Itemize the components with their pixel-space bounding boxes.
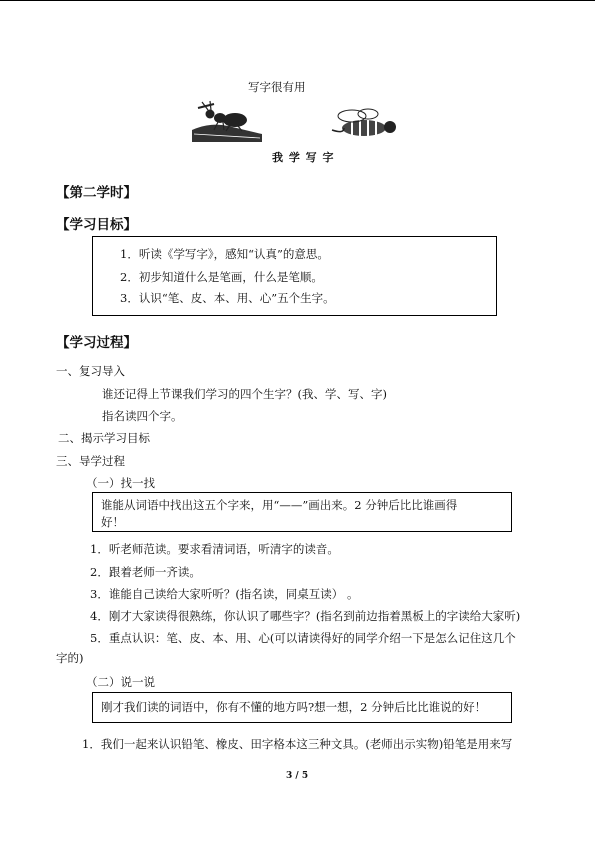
bee-illustration <box>330 108 402 140</box>
figure-caption: 我 学 写 字 <box>272 151 335 164</box>
subsection-find: （一）找一找 <box>86 476 155 490</box>
figure-title: 写字很有用 <box>248 80 306 94</box>
subsection-talk: （二）说一说 <box>86 675 155 689</box>
section-process: 【学习过程】 <box>56 335 137 351</box>
step-3: 3．谁能自己读给大家听听？(指名读，同桌互读） 。 <box>90 587 359 601</box>
process-review-question: 谁还记得上节课我们学习的四个生字？(我、学、写、字) <box>102 387 387 401</box>
page-top-rule <box>0 0 595 1</box>
step-2: 2．跟着老师一齐读。 <box>90 565 201 579</box>
section-objectives: 【学习目标】 <box>56 217 137 233</box>
step-5-line-2: 字的) <box>56 651 84 665</box>
page-number: 3 / 5 <box>286 771 309 781</box>
section-second-lesson: 【第二学时】 <box>56 185 137 201</box>
process-part-1: 一、复习导入 <box>56 364 125 378</box>
process-part-3: 三、导学过程 <box>56 454 125 468</box>
process-review-reading: 指名读四个字。 <box>102 409 183 423</box>
step-4: 4．刚才大家读得很熟练，你认识了哪些字？(指名到前边指着黑板上的字读给大家听) <box>90 609 521 623</box>
objective-item-3: 3．认识“笔、皮、本、用、心”五个生字。 <box>120 291 335 305</box>
objective-item-1: 1．听读《学写字》，感知“认真”的意思。 <box>120 247 329 261</box>
process-part-2: 二、揭示学习目标 <box>58 431 150 445</box>
find-task-line-1: 谁能从词语中找出这五个字来，用“——”画出来。2 分钟后比比谁画得 <box>101 498 458 512</box>
objective-item-2: 2．初步知道什么是笔画，什么是笔顺。 <box>120 270 323 284</box>
step-1: 1．听老师范读。要求看清词语，听清字的读音。 <box>90 542 339 556</box>
ant-illustration <box>190 100 265 144</box>
talk-item-1: 1．我们一起来认识铅笔、橡皮、田字格本这三种文具。(老师出示实物)铅笔是用来写 <box>82 737 513 751</box>
step-5-line-1: 5．重点认识：笔、皮、本、用、心(可以请读得好的同学介绍一下是怎么记住这几个 <box>90 631 516 645</box>
talk-task-text: 刚才我们读的词语中，你有不懂的地方吗?想一想，2 分钟后比比谁说的好！ <box>101 700 487 714</box>
find-task-line-2: 好！ <box>101 515 124 529</box>
